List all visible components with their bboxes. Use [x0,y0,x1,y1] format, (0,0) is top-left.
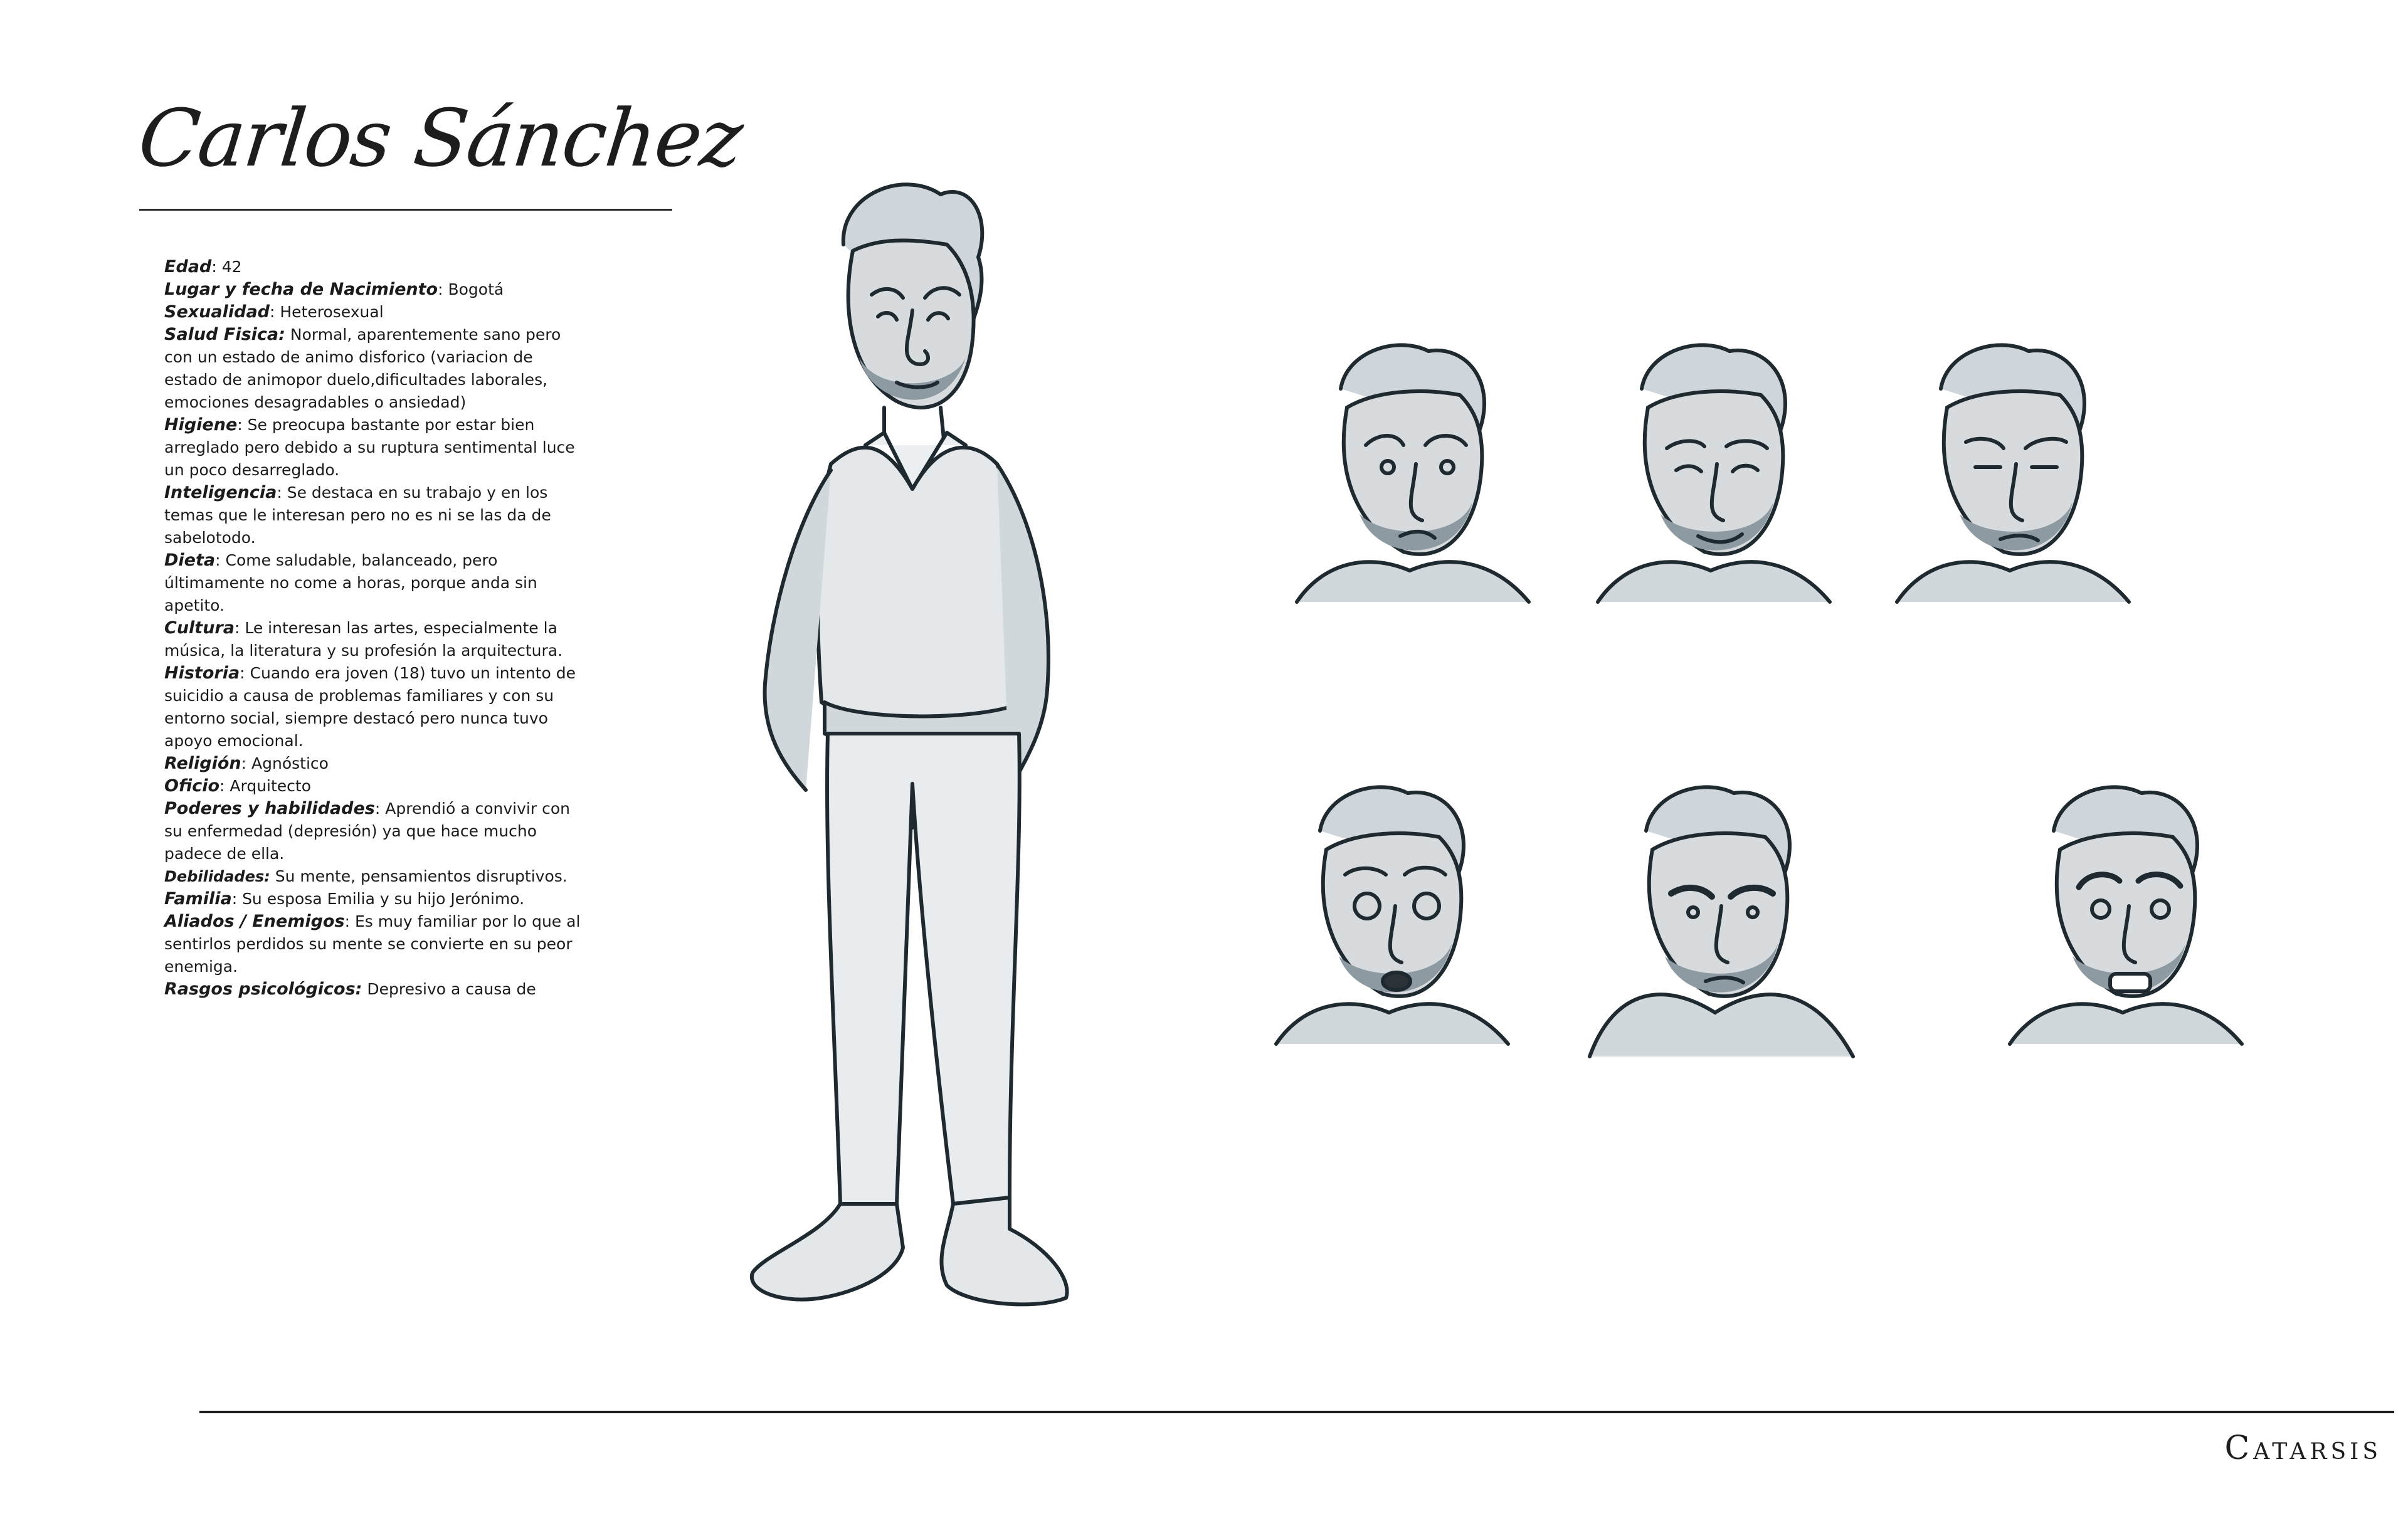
bio-value: Es muy familiar por lo que al sentirlos perdidos su mente se convierte en su peor enemiga. [164,912,581,976]
bio-label: Debilidades: [164,868,270,885]
bio-value: Bogotá [448,280,504,298]
character-bio [164,256,583,1001]
bio-label: Dieta [164,551,216,570]
bio-row [164,278,583,301]
bio-row [164,617,583,662]
bio-value: Agnóstico [251,754,329,772]
bio-sep [285,325,290,344]
bio-sep [270,867,275,885]
bio-sep: : [374,799,386,818]
bio-row [164,752,583,775]
bio-label: Rasgos psicológicos: [164,979,362,999]
bio-value: Se destaca en su trabajo y en los temas que le interesan pero no es ni se las da de sabelotodo. [164,483,551,547]
bio-sep: : [344,912,355,930]
bio-row [164,910,583,978]
bio-row [164,865,583,888]
bio-label: Edad [164,257,212,277]
bio-row [164,888,583,910]
brand-wordmark: Catarsis [2224,1430,2382,1467]
bio-value: Su mente, pensamientos disruptivos. [275,867,568,885]
bio-row [164,482,583,549]
expression-head-surprised [1251,781,1539,1063]
bio-row [164,798,583,865]
bio-value: Su esposa Emilia y su hijo Jerónimo. [242,890,525,908]
character-name-title: Carlos Sánchez [134,92,746,184]
bio-label: Inteligencia [164,483,277,502]
full-body-character-illustration [696,169,1110,1329]
bio-label: Higiene [164,415,238,435]
bio-sep: : [270,303,280,321]
bio-sep: : [231,890,243,908]
bio-value: Normal, aparentemente sano pero con un estado de animo disforico (variacion de estado de animopor duelo,dificultades laborales, emociones desagradables o ansiedad) [164,325,561,411]
expression-head-stern [1577,781,1866,1063]
bio-label: Poderes y habilidades [164,799,375,818]
bio-row [164,775,583,798]
title-underline [139,209,672,211]
bio-label: Cultura [164,618,235,638]
bio-label: Historia [164,663,240,683]
bio-row [164,301,583,324]
bio-value: Le interesan las artes, especialmente la música, la literatura y su profesión la arquitectura. [164,619,563,660]
bio-label: Sexualidad [164,302,270,322]
bio-row [164,662,583,752]
expression-head-sad [1272,339,1560,621]
bio-sep: : [240,664,250,682]
bio-row [164,414,583,482]
bio-value: Heterosexual [280,303,384,321]
expression-head-weary [1872,339,2160,621]
bio-label: Oficio [164,776,220,796]
bio-label: Religión [164,754,241,773]
bio-value: Se preocupa bastante por estar bien arreglado pero debido a su ruptura sentimental luce un poco desarreglado. [164,416,575,479]
bio-row [164,978,583,1001]
bio-sep: : [241,754,251,772]
bio-value: Aprendió a convivir con su enfermedad (depresión) ya que hace mucho padece de ella. [164,799,570,863]
bio-value: Arquitecto [230,777,312,795]
bio-sep: : [277,483,287,502]
footer-rule [199,1411,2394,1413]
bio-row [164,256,583,278]
bio-sep: : [215,551,226,569]
bio-label: Familia [164,889,232,909]
bio-value: Come saludable, balanceado, pero últimamente no come a horas, porque anda sin apetito. [164,551,537,614]
bio-label: Lugar y fecha de Nacimiento [164,280,438,299]
bio-sep: : [234,619,245,637]
bio-row [164,549,583,617]
bio-value: Cuando era joven (18) tuvo un intento de suicidio a causa de problemas familiares y con su entorno social, siempre destacó pero nunca tuvo apoyo emocional. [164,664,576,750]
bio-sep: : [237,416,248,434]
bio-sep: : [211,258,222,276]
expression-head-gentle-smile [1573,339,1861,621]
bio-value: 42 [221,258,242,276]
expression-head-frightened [1985,781,2273,1063]
bio-label: Aliados / Enemigos [164,912,345,931]
bio-row [164,324,583,414]
bio-label: Salud Fisica: [164,325,285,344]
bio-sep: : [438,280,448,298]
bio-value: Depresivo a causa de [367,980,536,998]
bio-sep: : [219,777,230,795]
